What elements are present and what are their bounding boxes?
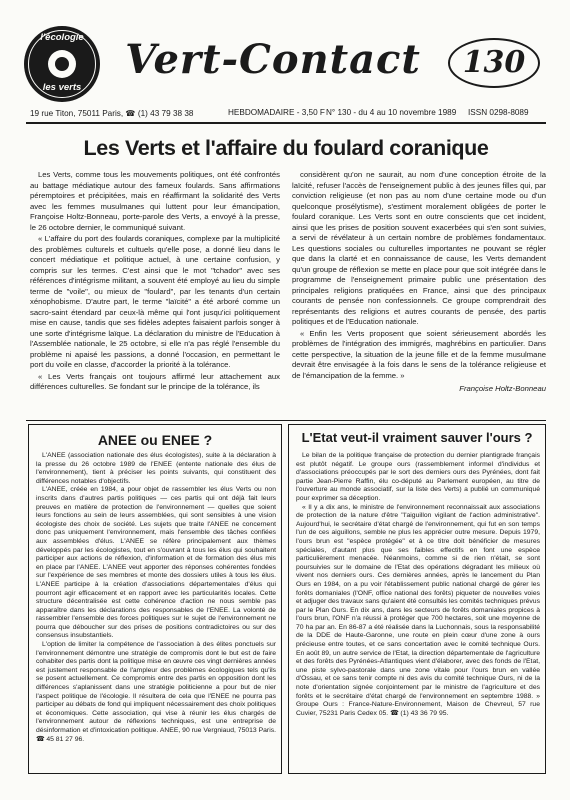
header-rule [26,122,546,124]
ours-paragraph: Le bilan de la politique française de protection du dernier plantigrade français est plutôt négatif. Le groupe ours (rassemblement informel d'individus et d'associations préoccupés par le sort des derniers ours des Pyrénées, dont fait partie Jean-Pierre Raffin, élu co-député au Parlement européen, au titre de l'ouverture au monde associatif, sur la liste des Verts) a publié un communiqué pour exprimer sa déception. [296,452,540,502]
ours-title: L'Etat veut-il vraiment sauver l'ours ? [301,430,533,445]
anee-article-body [36,452,276,744]
issue-dates: N° 130 - du 4 au 10 novembre 1989 [326,108,457,117]
logo-bottom-text: les verts [42,82,82,93]
issn: ISSN 0298-8089 [468,108,529,117]
issue-number: 130 [448,38,540,88]
anee-paragraph: L'ANEE (association nationale des élus écologistes), suite à la déclaration à la presse du 26 octobre 1989 de l'ENEE (entente nationale des élus de l'environnement), tient à préciser les points suivants, qui constituent des différences notables d'objectifs. [36,452,276,485]
masthead-title: Vert-Contact [125,36,421,83]
logo-top-text: l'écologie [40,32,84,43]
info-bar [30,108,544,120]
lead-article-left-column [30,170,280,394]
anee-title: ANEE ou ENEE ? [97,432,213,448]
lead-paragraph: « L'affaire du port des foulards coraniques, complexe par la multiplicité des problèmes culturels et cultuels qu'elle pose, a donné lieu dans le concert médiatique et politique actuel, à une certaine confusion, y compris sur les termes. C'est ainsi que le mot "tchador" avec ses références d'intégrisme militant, a souvent été employé au lieu du simple terme de "voile", ou mieux de "foulard", par les tenants d'un certain xénophobisme. D'autre part, le terme "laïcité" a été arboré comme un sacro-saint étendard par ceux-là même qui l'ont jusqu'ici politiquement mise en cause, tandis que ses fidèles adeptes faisaient parfois songer à une sorte d'intégrisme laïque. La déclaration du ministre de l'Education à l'Assemblée nationale, le 25 octobre, si elle n'a pas réglé l'ensemble du problème ni apaisé les passions, a donné l'occasion, en permettant le port du voile en classe, d'accorder la priorité à la tolérance. [30,234,280,369]
anee-paragraph: L'ANEE, créée en 1984, a pour objet de rassembler les élus Verts ou non inscrits dans d'autres partis politiques — ces partis qui ont déjà fait leurs preuves en matière de protection de l'environnement — quelles que soient leurs fonctions au sein de leurs assemblées, qui sont sensibles à une vision écologiste des choix de société. Les sujets que traite l'ANEE ne concernent donc pas uniquement l'environnement, mais l'ensemble des tâches confiées aux assemblées d'élus. L'ANEE se réfère principalement aux thèmes développés par les écologistes, tout en s'ouvrant à tous les élus qui souhaitent participer aux actions de réflexion, d'information et de formation des élus mis en place par l'ANEE. L'ANEE veut apporter des réponses cohérentes fondées sur l'expérience de ses membres et monte des dossiers utiles à tous les élus. L'ANEE participe à la création d'associations départementales d'élus qui pourront agir efficacement et en rapport avec les particularités locales. Cette structure décentralisée est cette cohérence d'action ne nous semble pas apparaître dans les déclarations des responsables de l'ENEE. La volonté de rassembler l'ensemble des forces politiques sur le sujet de l'environnement ne pourra que déboucher sur des prises de positions contradictoires ou sur des consensus insubstantiels. [36,486,276,640]
lead-paragraph: Les Verts, comme tous les mouvements politiques, ont été confrontés au battage médiatique autour des fameux foulards. Sans affirmations péremptoires et précipitées, mais en réaffirmant la solidarité des Verts avec les femmes musulmanes qui luttent pour leur émancipation, Françoise Holtz-Bonneau, porte-parole des Verts, a envoyé à la presse, le 26 octobre dernier, le communiqué suivant. [30,170,280,232]
section-rule [26,420,546,421]
logo-core [55,57,69,71]
les-verts-logo [24,26,100,102]
lead-paragraph: « Enfin les Verts proposent que soient sérieusement abordés les problèmes de l'intégration des immigrés, maghrébins en particulier. Dans cette perspective, la situation de la jeune fille et de la femme musulmane devrait être envisagée à la fois dans le sens de la tolérance religieuse et de l'émancipation de la femme. » [292,328,546,380]
lead-signature: Françoise Holtz-Bonneau [459,384,546,393]
lead-article-right-column [292,170,546,396]
ours-article-body [296,452,540,718]
lead-paragraph: « Les Verts français ont toujours affirmé leur attachement aux différences culturelles. Se fondant sur le principe de la tolérance, ils [30,371,280,391]
ours-paragraph: « Il y a dix ans, le ministre de l'environnement reconnaissait aux associations de protection de la nature d'être "l'aiguillon vigilant de l'action administrative". Aujourd'hui, le secrétaire d'état chargé de l'environnement, qui fut en son temps l'un de ces aiguillons, semble ne plus les apprécier outre mesure. Depuis 1979, l'ours brun est "espèce protégée" et à ce titre doit bénéficier de mesures spéciales, d'autant plus que ses faibles effectifs en font une espèce particulièrement menacée. Néanmoins, comme si de rien n'était, se sont poursuivies sur le domaine de l'Etat des opérations dégradant les milieux où vivent nos derniers ours. Ces dernières années, après le lancement du Plan Ours en 1984, on a pu voir l'établissement public national chargé de gérer les forêts domaniales (l'ONF, office national des forêts) piqueter de nouvelles voies et adjuger des travaux sans qu'aient été consultés les comités techniques prévus par le Plan Ours. En dix ans, dans les secteurs de forêts domaniales propices à l'ours brun, l'ONF n'a réussi à protéger que 700 hectares, soit une moyenne de 70 ha par an. En 86-87 a été réalisée dans la Luchonnais, sous la responsabilité de la DDE de Haute-Garonne, une route en plein cœur d'une zone à ours précieuse entre toutes, et ce sans concertation avec le comité technique Ours. En août 89, un autre service de l'Etat, la direction départementale de l'agriculture et des forêts des Pyrénées-Atlantiques vient d'élaborer, avec des fonds de l'Etat, une piste sylvo-pastorale dans une zone vitale pour l'ours brun en vallée d'Ossau, et ce sans tenir compte ni des avis du comité technique Ours, ni de la note d'orientation signée conjointement par le ministre de l'agriculture et des forêts et le secrétaire d'état chargé de l'environnement en septembre 1988. » Groupe Ours : France-Nature-Environnement, Maison de Chevreul, 57 rue Cuvier, 75231 Paris Cedex 05. ☎ (1) 43 36 79 95. [296,503,540,717]
lead-paragraph: considèrent qu'on ne saurait, au nom d'une conception étroite de la laïcité, refuser l'accès de l'enseignement public à des jeunes filles qui, par conviction religieuse (et non pas au nom d'une certaine mode ou d'un quelconque prosélytisme), s'estiment moralement obligées de porter le foulard coranique. Les Verts sont en outre conscients que cet incident, ainsi que les prises de position souvent exacerbées qui s'en sont suivies, a servi de révélateur à un certain nombre de problèmes fondamentaux. Les questions sociales ou culturelles importantes ne pouvant se régler que dans la clarté et en connaissance de cause, les Verts demandent qu'un groupe de réflexion se mette en place pour que soit intégrée dans le programme de l'enseignement primaire public une présentation des principales religions pratiquées en France, ainsi que des principaux courants de pensée non confessionnels. Ce groupe comprendrait des représentants des religions et autres courants de pensée, des partis politiques et de l'Education nationale. [292,170,546,326]
anee-paragraph: L'option de limiter la compétence de l'association à des élites ponctuels sur l'environnement démontre une stratégie de compromis dont le but est de faire cohabiter des partis dont la politique mise en œuvre ces vingt dernières années est justement responsable de l'ampleur des problèmes écologiques tels qu'ils se posent actuellement. Ce compromis entre des partis en opposition dont les différences s'aplanissent dans une stratégie politicienne a pour but de nier l'aspect politique de l'écologie. Il résultera de cela que l'ENEE ne pourra pas participer au débats de fond qui impliquent nécessairement des choix politiques et économiques. Cette association, qui vise à réunir les élus chargés de l'environnement autour de réflexions techniques, est une entreprise de désinformation et d'intoxication politique. ANEE, 90 rue Vergniaud, 75013 Paris. ☎ 45 81 27 96. [36,641,276,743]
page-headline: Les Verts et l'affaire du foulard coranique [83,136,489,160]
frequency-price: HEBDOMADAIRE - 3,50 F [228,108,325,117]
address: 19 rue Titon, 75011 Paris, ☎ (1) 43 79 38 38 [30,109,194,118]
